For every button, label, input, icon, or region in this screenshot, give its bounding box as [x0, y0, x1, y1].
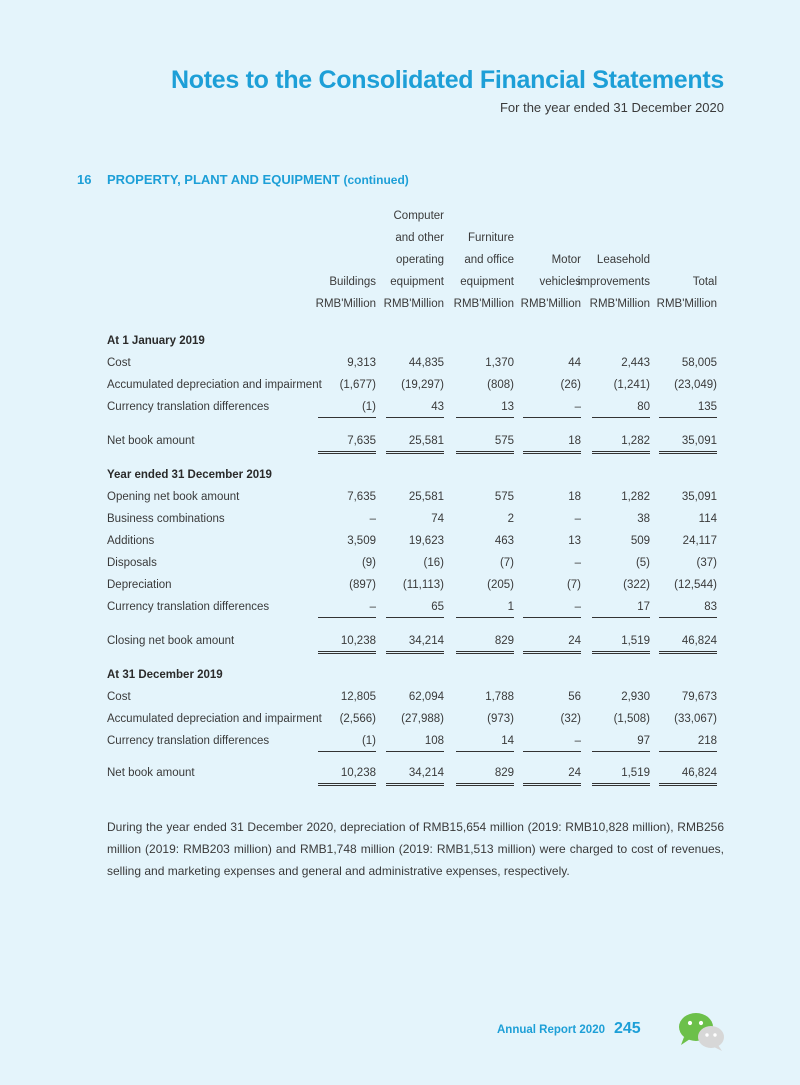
- table-cell: (5): [635, 557, 650, 569]
- row-label: Cost: [107, 691, 131, 703]
- column-header-line: Furniture: [467, 232, 514, 244]
- table-cell: –: [369, 513, 376, 525]
- table-cell: 24: [523, 763, 581, 786]
- table-row: [0, 375, 800, 395]
- table-cell: 2,930: [621, 691, 650, 703]
- table-cell: 1,788: [485, 691, 514, 703]
- table-cell: 12,805: [340, 691, 376, 703]
- column-header-line: vehicles: [539, 276, 581, 288]
- column-header: [607, 200, 717, 315]
- table-cell: 19,623: [408, 535, 444, 547]
- table-total-row: [0, 631, 800, 651]
- table-cell: 2: [507, 513, 514, 525]
- table-row: [0, 709, 800, 729]
- table-cell: 35,091: [681, 491, 717, 503]
- table-cell: (33,067): [674, 713, 717, 725]
- table-cell: 9,313: [347, 357, 376, 369]
- table-cell: 575: [494, 491, 514, 503]
- table-cell: (27,988): [401, 713, 444, 725]
- row-label: At 31 December 2019: [107, 669, 223, 681]
- table-cell: 38: [637, 513, 650, 525]
- table-cell: (897): [349, 579, 376, 591]
- table-cell: 10,238: [318, 763, 376, 786]
- table-cell: 83: [659, 597, 717, 618]
- table-row: [0, 397, 800, 417]
- row-label: Cost: [107, 357, 131, 369]
- column-unit: RMB'Million: [315, 298, 376, 310]
- table-cell: (16): [423, 557, 444, 569]
- table-total-row: [0, 431, 800, 451]
- row-label: Opening net book amount: [107, 491, 240, 503]
- table-cell: 829: [456, 631, 514, 654]
- page-number: 245: [614, 1020, 641, 1037]
- section-title: PROPERTY, PLANT AND EQUIPMENT: [107, 172, 340, 187]
- table-row: [0, 487, 800, 507]
- table-section-heading: [0, 665, 800, 685]
- column-unit: RMB'Million: [589, 298, 650, 310]
- table-cell: 24: [523, 631, 581, 654]
- column-unit: RMB'Million: [453, 298, 514, 310]
- table-cell: 575: [456, 431, 514, 454]
- table-cell: (11,113): [402, 579, 444, 591]
- table-row: [0, 553, 800, 573]
- table-cell: (2,566): [339, 713, 376, 725]
- section-heading: [77, 172, 409, 187]
- column-unit: RMB'Million: [383, 298, 444, 310]
- table-cell: (23,049): [674, 379, 717, 391]
- table-cell: (7): [499, 557, 514, 569]
- table-cell: (26): [560, 379, 581, 391]
- table-cell: 13: [568, 535, 581, 547]
- table-total-row: [0, 763, 800, 783]
- table-row: [0, 731, 800, 751]
- row-label: Accumulated depreciation and impairment: [107, 713, 322, 725]
- table-cell: 17: [592, 597, 650, 618]
- wechat-logo-icon: [676, 1010, 726, 1052]
- table-cell: 7,635: [318, 431, 376, 454]
- table-cell: –: [574, 557, 581, 569]
- row-label: Currency translation differences: [107, 601, 270, 613]
- table-cell: 1,370: [485, 357, 514, 369]
- column-header-line: Total: [692, 276, 717, 288]
- row-label: Net book amount: [107, 767, 195, 779]
- table-cell: 14: [456, 731, 514, 752]
- table-cell: 79,673: [681, 691, 717, 703]
- table-row: [0, 531, 800, 551]
- table-cell: (12,544): [674, 579, 717, 591]
- column-header-line: operating: [396, 254, 444, 266]
- table-cell: 1,519: [592, 631, 650, 654]
- table-cell: 1: [456, 597, 514, 618]
- depreciation-note: During the year ended 31 December 2020, depreciation of RMB15,654 million (2019: RMB10,828 million), RMB256 million (2019: RMB203 million) and RMB1,748 million (2019: RMB1,513 million) were charged to cost of revenues, selling and marketing expenses and general and administrative expenses, respectively.: [107, 820, 724, 878]
- table-row: [0, 687, 800, 707]
- row-label: Accumulated depreciation and impairment: [107, 379, 322, 391]
- row-label: At 1 January 2019: [107, 335, 205, 347]
- table-cell: 7,635: [347, 491, 376, 503]
- table-cell: 62,094: [408, 691, 444, 703]
- table-row: [0, 353, 800, 373]
- table-cell: (1): [318, 397, 376, 418]
- table-cell: (37): [696, 557, 717, 569]
- table-cell: 56: [568, 691, 581, 703]
- table-cell: (7): [566, 579, 581, 591]
- row-label: Additions: [107, 535, 155, 547]
- row-label: Business combinations: [107, 513, 225, 525]
- section-continued: (continued): [343, 173, 409, 187]
- table-row: [0, 509, 800, 529]
- table-cell: (322): [623, 579, 650, 591]
- table-cell: 1,519: [592, 763, 650, 786]
- column-header-line: Computer: [393, 210, 444, 222]
- row-label: Currency translation differences: [107, 735, 270, 747]
- column-header-line: equipment: [390, 276, 444, 288]
- row-label: Year ended 31 December 2019: [107, 469, 272, 481]
- table-cell: 44,835: [408, 357, 444, 369]
- table-cell: 18: [568, 491, 581, 503]
- table-cell: 34,214: [386, 763, 444, 786]
- table-cell: –: [574, 513, 581, 525]
- table-cell: 1,282: [592, 431, 650, 454]
- table-row: [0, 575, 800, 595]
- table-cell: 46,824: [659, 763, 717, 786]
- column-unit: RMB'Million: [520, 298, 581, 310]
- table-cell: (1): [318, 731, 376, 752]
- table-cell: 46,824: [659, 631, 717, 654]
- table-cell: 44: [568, 357, 581, 369]
- table-cell: (1,508): [613, 713, 650, 725]
- column-unit: RMB'Million: [656, 298, 717, 310]
- table-cell: 58,005: [681, 357, 717, 369]
- column-header-line: and other: [395, 232, 444, 244]
- column-header-line: and office: [464, 254, 514, 266]
- page-subtitle: For the year ended 31 December 2020: [499, 100, 724, 115]
- table-cell: –: [523, 731, 581, 752]
- row-label: Currency translation differences: [107, 401, 270, 413]
- row-label: Closing net book amount: [107, 635, 235, 647]
- table-cell: 463: [494, 535, 514, 547]
- table-cell: –: [318, 597, 376, 618]
- table-cell: 97: [592, 731, 650, 752]
- table-cell: 509: [630, 535, 650, 547]
- table-cell: 3,509: [347, 535, 376, 547]
- column-header-line: improvements: [577, 276, 650, 288]
- table-cell: 65: [386, 597, 444, 618]
- column-header-line: equipment: [460, 276, 514, 288]
- column-header-line: Buildings: [329, 276, 376, 288]
- table-cell: 35,091: [659, 431, 717, 454]
- table-cell: 829: [456, 763, 514, 786]
- row-label: Depreciation: [107, 579, 172, 591]
- table-cell: 2,443: [621, 357, 650, 369]
- table-cell: 1,282: [621, 491, 650, 503]
- table-cell: 218: [659, 731, 717, 752]
- table-cell: (205): [487, 579, 514, 591]
- row-label: Net book amount: [107, 435, 195, 447]
- table-cell: 18: [523, 431, 581, 454]
- table-cell: (808): [487, 379, 514, 391]
- table-cell: (1,241): [613, 379, 650, 391]
- table-cell: 74: [431, 513, 444, 525]
- row-label: Disposals: [107, 557, 157, 569]
- table-section-heading: [0, 465, 800, 485]
- table-cell: 43: [386, 397, 444, 418]
- table-section-heading: [0, 331, 800, 351]
- table-cell: –: [523, 397, 581, 418]
- table-cell: 135: [659, 397, 717, 418]
- footer-label: Annual Report 2020: [497, 1024, 605, 1036]
- table-cell: 108: [386, 731, 444, 752]
- table-cell: –: [523, 597, 581, 618]
- table-cell: (973): [487, 713, 514, 725]
- column-header-line: Leasehold: [596, 254, 650, 266]
- table-cell: 114: [698, 513, 717, 525]
- table-cell: (32): [560, 713, 581, 725]
- table-cell: 80: [592, 397, 650, 418]
- table-cell: (1,677): [339, 379, 376, 391]
- page-title: Notes to the Consolidated Financial Statements: [171, 66, 724, 94]
- table-cell: 25,581: [408, 491, 444, 503]
- column-header-line: Motor: [551, 254, 581, 266]
- table-row: [0, 597, 800, 617]
- table-cell: 10,238: [318, 631, 376, 654]
- table-cell: 34,214: [386, 631, 444, 654]
- table-cell: (19,297): [401, 379, 444, 391]
- table-cell: 24,117: [682, 535, 717, 547]
- table-cell: (9): [361, 557, 376, 569]
- table-cell: 13: [456, 397, 514, 418]
- section-number: 16: [77, 172, 92, 187]
- table-cell: 25,581: [386, 431, 444, 454]
